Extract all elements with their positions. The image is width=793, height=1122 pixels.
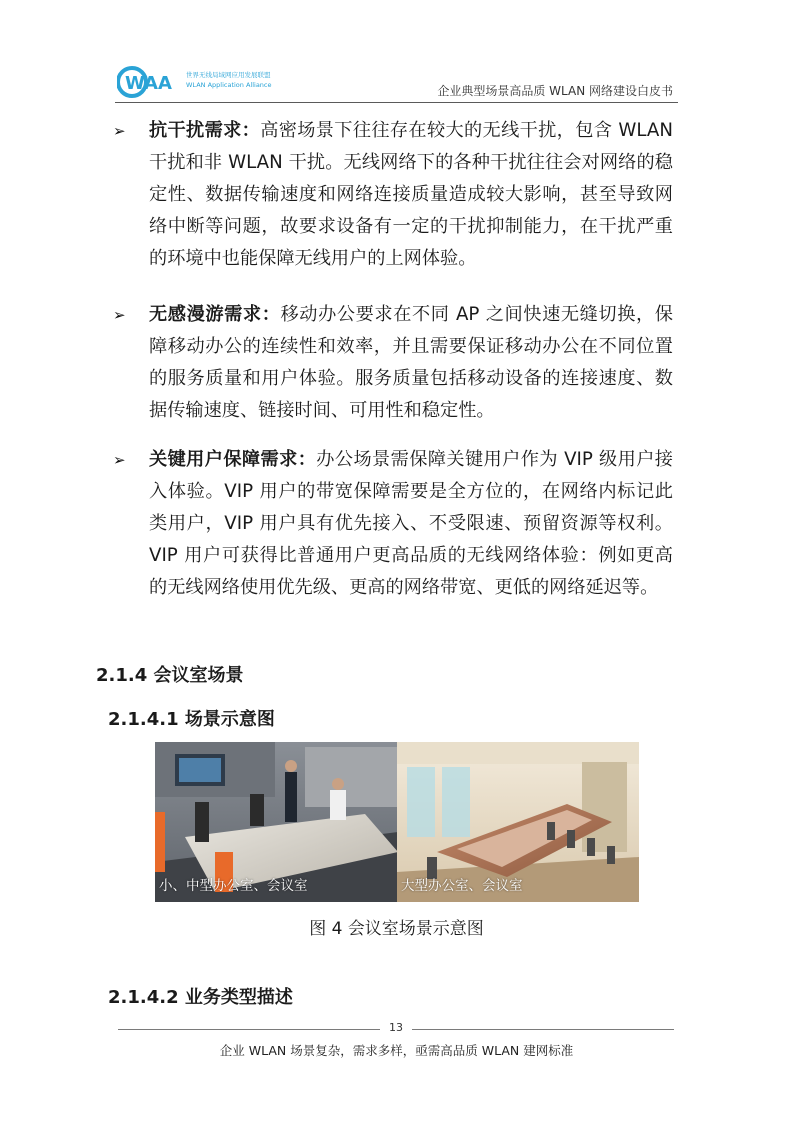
bullet-text (149, 444, 673, 604)
header-rule (115, 102, 678, 103)
bullet-arrow-icon: ➢ (113, 122, 126, 140)
logo-en-text: WLAN Application Alliance (186, 81, 272, 89)
header-doc-title: 企业典型场景高品质 WLAN 网络建设白皮书 (437, 84, 673, 98)
figure-photo-large-meeting-room (397, 742, 639, 902)
bullet-body: 移动办公要求在不同 AP 之间快速无缝切换，保障移动办公的连续性和效率，并且需要保证移动办公在不同位置的服务质量和用户体验。服务质量包括移动设备的连接速度、数据传输速度、链接时间、可用性和稳定性。 (149, 304, 673, 421)
waa-logo (117, 64, 177, 100)
bullet-lead: 无感漫游需求： (149, 304, 281, 325)
bullet-body: 高密场景下往往存在较大的无线干扰，包含 WLAN 干扰和非 WLAN 干扰。无线网络下的各种干扰往往会对网络的稳定性、数据传输速度和网络连接质量造成较大影响，甚至导致网络中断等问题，故要求设备有一定的干扰抑制能力，在干扰严重的环境中也能保障无线用户的上网体验。 (149, 120, 673, 269)
logo-cn-text: 世界无线局域网应用发展联盟 (186, 71, 271, 79)
footer-rule-left (118, 1029, 380, 1030)
bullet-vip-guarantee (113, 444, 693, 604)
section-heading-2-1-4: 2.1.4 会议室场景 (96, 665, 244, 686)
bullet-arrow-icon: ➢ (113, 451, 126, 469)
photo-label-small-medium: 小、中型办公室、会议室 (159, 878, 308, 894)
bullet-body: 办公场景需保障关键用户作为 VIP 级用户接入体验。VIP 用户的带宽保障需要是全方位的，在网络内标记此类用户，VIP 用户具有优先接入、不受限速、预留资源等权利。VIP 用户可获得比普通用户更高品质的无线网络体验：例如更高的无线网络使用优先级、更高的网络带宽、更低的网络延迟等。 (149, 449, 673, 598)
bullet-text (149, 299, 673, 427)
footer-rule-right (412, 1029, 674, 1030)
bullet-seamless-roaming (113, 299, 693, 427)
logo-mark-text: WAA (125, 73, 172, 94)
page-number: 13 (389, 1021, 403, 1034)
bullet-text (149, 115, 673, 275)
section-heading-2-1-4-1: 2.1.4.1 场景示意图 (108, 709, 275, 730)
bullet-anti-interference (113, 115, 693, 275)
section-heading-2-1-4-2: 2.1.4.2 业务类型描述 (108, 987, 293, 1008)
footer-slogan: 企业 WLAN 场景复杂，需求多样，亟需高品质 WLAN 建网标准 (219, 1043, 574, 1058)
photo-label-large: 大型办公室、会议室 (401, 878, 523, 894)
bullet-lead: 抗干扰需求： (149, 120, 261, 141)
figure-caption: 图 4 会议室场景示意图 (309, 919, 484, 939)
bullet-lead: 关键用户保障需求： (149, 449, 317, 470)
bullet-arrow-icon: ➢ (113, 306, 126, 324)
figure-photo-small-meeting-room (155, 742, 398, 902)
